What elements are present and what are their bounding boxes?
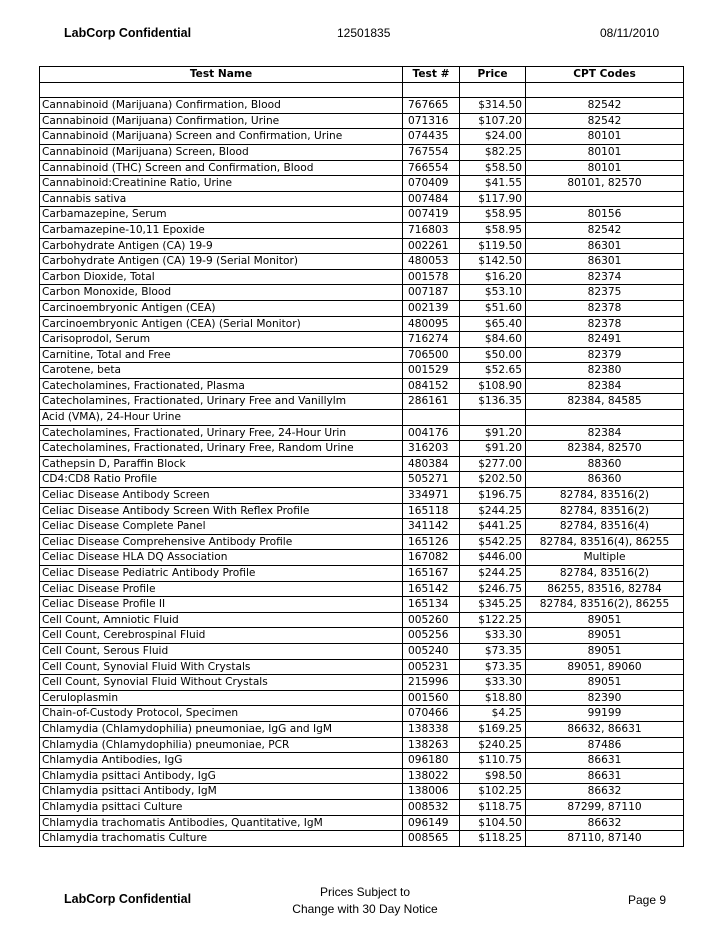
- table-row: [40, 597, 684, 613]
- test-name-cell: Chlamydia trachomatis Antibodies, Quantitative, IgM: [40, 815, 403, 831]
- table-row: [40, 394, 684, 410]
- table-row: [40, 768, 684, 784]
- column-header-test-name: Test Name: [40, 67, 403, 83]
- test-name-cell: Cannabinoid (THC) Screen and Confirmation, Blood: [40, 160, 403, 176]
- test-name-cell: Cell Count, Synovial Fluid With Crystals: [40, 659, 403, 675]
- price-cell: $202.50: [460, 472, 526, 488]
- cpt-codes-cell: 86632: [526, 815, 684, 831]
- test-name-cell: Chlamydia psittaci Antibody, IgG: [40, 768, 403, 784]
- cpt-codes-cell: 82378: [526, 316, 684, 332]
- cpt-codes-cell: 82784, 83516(2): [526, 488, 684, 504]
- cpt-codes-cell: 82384: [526, 378, 684, 394]
- test-number-cell: 767665: [403, 98, 460, 114]
- price-cell: $98.50: [460, 768, 526, 784]
- test-name-cell: Chain-of-Custody Protocol, Specimen: [40, 706, 403, 722]
- table-row: [40, 378, 684, 394]
- price-cell: $73.35: [460, 659, 526, 675]
- test-name-cell: Ceruloplasmin: [40, 690, 403, 706]
- test-number-cell: 070409: [403, 176, 460, 192]
- cpt-codes-cell: 80101, 82570: [526, 176, 684, 192]
- price-cell: $41.55: [460, 176, 526, 192]
- cpt-codes-cell: 86632, 86631: [526, 721, 684, 737]
- test-number-cell: 766554: [403, 160, 460, 176]
- column-header-price: Price: [460, 67, 526, 83]
- table-row: [40, 332, 684, 348]
- table-row: [40, 441, 684, 457]
- table-row: [40, 285, 684, 301]
- price-cell: $119.50: [460, 238, 526, 254]
- test-name-cell: Cannabinoid:Creatinine Ratio, Urine: [40, 176, 403, 192]
- test-number-cell: 005256: [403, 628, 460, 644]
- test-name-cell: Carbon Dioxide, Total: [40, 269, 403, 285]
- table-row: [40, 753, 684, 769]
- test-name-cell: [40, 82, 403, 98]
- footer-notice-line-1: Prices Subject to: [319, 885, 411, 899]
- test-name-cell: Carbamazepine, Serum: [40, 207, 403, 223]
- test-name-cell: Celiac Disease HLA DQ Association: [40, 550, 403, 566]
- table-row: [40, 347, 684, 363]
- header-account-number: 12501835: [337, 26, 391, 40]
- test-name-cell: Carbon Monoxide, Blood: [40, 285, 403, 301]
- test-number-cell: 167082: [403, 550, 460, 566]
- table-row: [40, 534, 684, 550]
- cpt-codes-cell: 89051: [526, 628, 684, 644]
- cpt-codes-cell: 80156: [526, 207, 684, 223]
- test-name-cell: Cell Count, Cerebrospinal Fluid: [40, 628, 403, 644]
- cpt-codes-cell: 82378: [526, 300, 684, 316]
- cpt-codes-cell: 88360: [526, 456, 684, 472]
- cpt-codes-cell: [526, 410, 684, 426]
- table-row: [40, 472, 684, 488]
- test-number-cell: 138006: [403, 784, 460, 800]
- test-name-cell: Carnitine, Total and Free: [40, 347, 403, 363]
- cpt-codes-cell: 80101: [526, 129, 684, 145]
- price-cell: $84.60: [460, 332, 526, 348]
- table-row: [40, 581, 684, 597]
- table-row: [40, 222, 684, 238]
- table-row: [40, 737, 684, 753]
- test-number-cell: 071316: [403, 113, 460, 129]
- test-number-cell: 165142: [403, 581, 460, 597]
- table-row: [40, 488, 684, 504]
- test-name-cell: Cell Count, Amniotic Fluid: [40, 612, 403, 628]
- table-row: [40, 160, 684, 176]
- test-name-cell: Catecholamines, Fractionated, Urinary Free and Vanillylm: [40, 394, 403, 410]
- price-cell: $53.10: [460, 285, 526, 301]
- test-number-cell: [403, 410, 460, 426]
- test-number-cell: 007419: [403, 207, 460, 223]
- price-cell: $240.25: [460, 737, 526, 753]
- test-number-cell: 007187: [403, 285, 460, 301]
- test-name-cell: Chlamydia psittaci Culture: [40, 799, 403, 815]
- test-name-cell: Carcinoembryonic Antigen (CEA) (Serial Monitor): [40, 316, 403, 332]
- price-cell: $58.50: [460, 160, 526, 176]
- price-cell: $196.75: [460, 488, 526, 504]
- test-number-cell: 004176: [403, 425, 460, 441]
- test-number-cell: 480053: [403, 254, 460, 270]
- test-name-cell: Celiac Disease Pediatric Antibody Profile: [40, 566, 403, 582]
- cpt-codes-cell: 82379: [526, 347, 684, 363]
- table-row: [40, 207, 684, 223]
- test-name-cell: Cathepsin D, Paraffin Block: [40, 456, 403, 472]
- table-row: [40, 363, 684, 379]
- cpt-codes-cell: 86301: [526, 238, 684, 254]
- test-name-cell: Carbamazepine-10,11 Epoxide: [40, 222, 403, 238]
- cpt-codes-cell: 82542: [526, 98, 684, 114]
- price-cell: $122.25: [460, 612, 526, 628]
- column-header-cpt-codes: CPT Codes: [526, 67, 684, 83]
- cpt-codes-cell: 82542: [526, 113, 684, 129]
- price-cell: $118.75: [460, 799, 526, 815]
- cpt-codes-cell: 86631: [526, 753, 684, 769]
- cpt-codes-cell: 82784, 83516(4): [526, 519, 684, 535]
- test-number-cell: 138338: [403, 721, 460, 737]
- test-number-cell: 716803: [403, 222, 460, 238]
- test-number-cell: 001529: [403, 363, 460, 379]
- test-number-cell: 008532: [403, 799, 460, 815]
- table-row: [40, 721, 684, 737]
- cpt-codes-cell: 82784, 83516(2): [526, 566, 684, 582]
- table-row: [40, 316, 684, 332]
- table-row: [40, 456, 684, 472]
- cpt-codes-cell: 82784, 83516(2), 86255: [526, 597, 684, 613]
- table-row: [40, 690, 684, 706]
- price-cell: $58.95: [460, 222, 526, 238]
- table-row: [40, 784, 684, 800]
- table-row: [40, 550, 684, 566]
- header-date: 08/11/2010: [600, 26, 660, 40]
- test-number-cell: 096180: [403, 753, 460, 769]
- cpt-codes-cell: 99199: [526, 706, 684, 722]
- test-number-cell: 165126: [403, 534, 460, 550]
- cpt-codes-cell: [526, 191, 684, 207]
- test-number-cell: 007484: [403, 191, 460, 207]
- price-cell: $169.25: [460, 721, 526, 737]
- price-cell: $91.20: [460, 441, 526, 457]
- cpt-codes-cell: 82542: [526, 222, 684, 238]
- test-name-cell: Carisoprodol, Serum: [40, 332, 403, 348]
- test-name-cell: Catecholamines, Fractionated, Plasma: [40, 378, 403, 394]
- footer-page-number: Page 9: [628, 893, 667, 907]
- footer-notice-line-2: Change with 30 Day Notice: [292, 902, 438, 916]
- price-cell: $345.25: [460, 597, 526, 613]
- table-row: [40, 643, 684, 659]
- test-name-cell: Carcinoembryonic Antigen (CEA): [40, 300, 403, 316]
- price-cell: $73.35: [460, 643, 526, 659]
- cpt-codes-cell: 89051: [526, 643, 684, 659]
- test-number-cell: 001560: [403, 690, 460, 706]
- test-name-cell: Celiac Disease Complete Panel: [40, 519, 403, 535]
- price-cell: $104.50: [460, 815, 526, 831]
- test-name-cell: Celiac Disease Antibody Screen With Reflex Profile: [40, 503, 403, 519]
- footer-price-notice: [270, 884, 460, 918]
- price-cell: $33.30: [460, 675, 526, 691]
- cpt-codes-cell: 82784, 83516(2): [526, 503, 684, 519]
- cpt-codes-cell: 87299, 87110: [526, 799, 684, 815]
- price-cell: $58.95: [460, 207, 526, 223]
- test-name-cell: Cell Count, Synovial Fluid Without Crystals: [40, 675, 403, 691]
- test-number-cell: 316203: [403, 441, 460, 457]
- cpt-codes-cell: 82384, 84585: [526, 394, 684, 410]
- price-cell: [460, 82, 526, 98]
- test-number-cell: 334971: [403, 488, 460, 504]
- test-number-cell: 002261: [403, 238, 460, 254]
- cpt-codes-cell: 86632: [526, 784, 684, 800]
- test-name-cell: Cell Count, Serous Fluid: [40, 643, 403, 659]
- test-number-cell: 165167: [403, 566, 460, 582]
- price-cell: $102.25: [460, 784, 526, 800]
- price-cell: $244.25: [460, 566, 526, 582]
- cpt-codes-cell: 87486: [526, 737, 684, 753]
- cpt-codes-cell: 82784, 83516(4), 86255: [526, 534, 684, 550]
- test-name-cell: Celiac Disease Profile II: [40, 597, 403, 613]
- table-row: [40, 675, 684, 691]
- column-header-test-number: Test #: [403, 67, 460, 83]
- test-name-cell: Catecholamines, Fractionated, Urinary Free, Random Urine: [40, 441, 403, 457]
- price-cell: $65.40: [460, 316, 526, 332]
- test-name-cell: Chlamydia psittaci Antibody, IgM: [40, 784, 403, 800]
- table-row: [40, 82, 684, 98]
- price-cell: $91.20: [460, 425, 526, 441]
- test-number-cell: 005240: [403, 643, 460, 659]
- test-number-cell: 165118: [403, 503, 460, 519]
- cpt-codes-cell: 82384, 82570: [526, 441, 684, 457]
- table-row: [40, 519, 684, 535]
- test-number-cell: 070466: [403, 706, 460, 722]
- test-name-cell: Catecholamines, Fractionated, Urinary Free, 24-Hour Urin: [40, 425, 403, 441]
- price-cell: $110.75: [460, 753, 526, 769]
- table-row: [40, 503, 684, 519]
- table-row: [40, 815, 684, 831]
- table-row: [40, 176, 684, 192]
- test-name-cell: Chlamydia trachomatis Culture: [40, 831, 403, 847]
- table-row: [40, 425, 684, 441]
- price-cell: $446.00: [460, 550, 526, 566]
- table-row: [40, 144, 684, 160]
- price-cell: $82.25: [460, 144, 526, 160]
- cpt-codes-cell: 87110, 87140: [526, 831, 684, 847]
- price-cell: $107.20: [460, 113, 526, 129]
- table-row: [40, 254, 684, 270]
- table-row: [40, 191, 684, 207]
- cpt-codes-cell: 89051: [526, 612, 684, 628]
- test-number-cell: 505271: [403, 472, 460, 488]
- test-number-cell: 002139: [403, 300, 460, 316]
- table-row: [40, 269, 684, 285]
- cpt-codes-cell: Multiple: [526, 550, 684, 566]
- price-cell: $52.65: [460, 363, 526, 379]
- cpt-codes-cell: 89051, 89060: [526, 659, 684, 675]
- price-table: [39, 66, 684, 847]
- cpt-codes-cell: 82380: [526, 363, 684, 379]
- table-row: [40, 799, 684, 815]
- test-name-cell: Celiac Disease Antibody Screen: [40, 488, 403, 504]
- test-name-cell: Cannabinoid (Marijuana) Screen and Confirmation, Urine: [40, 129, 403, 145]
- price-cell: $18.80: [460, 690, 526, 706]
- price-cell: $51.60: [460, 300, 526, 316]
- cpt-codes-cell: 82384: [526, 425, 684, 441]
- cpt-codes-cell: 86301: [526, 254, 684, 270]
- price-cell: $108.90: [460, 378, 526, 394]
- table-row: [40, 706, 684, 722]
- test-number-cell: 096149: [403, 815, 460, 831]
- price-cell: $314.50: [460, 98, 526, 114]
- test-number-cell: 138263: [403, 737, 460, 753]
- price-cell: $118.25: [460, 831, 526, 847]
- price-cell: [460, 410, 526, 426]
- test-number-cell: 480384: [403, 456, 460, 472]
- price-cell: $50.00: [460, 347, 526, 363]
- footer-company: LabCorp Confidential: [64, 892, 192, 906]
- table-row: [40, 129, 684, 145]
- cpt-codes-cell: [526, 82, 684, 98]
- test-name-cell: Carbohydrate Antigen (CA) 19-9 (Serial Monitor): [40, 254, 403, 270]
- test-name-cell: Chlamydia (Chlamydophilia) pneumoniae, IgG and IgM: [40, 721, 403, 737]
- test-number-cell: 165134: [403, 597, 460, 613]
- test-number-cell: 286161: [403, 394, 460, 410]
- table-row: [40, 628, 684, 644]
- test-number-cell: 138022: [403, 768, 460, 784]
- test-number-cell: 084152: [403, 378, 460, 394]
- test-name-cell: Cannabinoid (Marijuana) Confirmation, Urine: [40, 113, 403, 129]
- price-cell: $16.20: [460, 269, 526, 285]
- test-name-cell: Celiac Disease Comprehensive Antibody Profile: [40, 534, 403, 550]
- table-row: [40, 831, 684, 847]
- test-number-cell: 074435: [403, 129, 460, 145]
- test-number-cell: [403, 82, 460, 98]
- cpt-codes-cell: 80101: [526, 144, 684, 160]
- table-row: [40, 566, 684, 582]
- cpt-codes-cell: 82390: [526, 690, 684, 706]
- test-name-cell: Carbohydrate Antigen (CA) 19-9: [40, 238, 403, 254]
- test-name-cell: Cannabinoid (Marijuana) Screen, Blood: [40, 144, 403, 160]
- price-cell: $117.90: [460, 191, 526, 207]
- price-cell: $244.25: [460, 503, 526, 519]
- price-cell: $142.50: [460, 254, 526, 270]
- price-cell: $246.75: [460, 581, 526, 597]
- price-cell: $277.00: [460, 456, 526, 472]
- cpt-codes-cell: 86255, 83516, 82784: [526, 581, 684, 597]
- table-row: [40, 410, 684, 426]
- price-cell: $542.25: [460, 534, 526, 550]
- table-header-row: [40, 67, 684, 83]
- test-number-cell: 001578: [403, 269, 460, 285]
- table-row: [40, 612, 684, 628]
- test-name-cell: Carotene, beta: [40, 363, 403, 379]
- cpt-codes-cell: 82491: [526, 332, 684, 348]
- cpt-codes-cell: 86631: [526, 768, 684, 784]
- test-number-cell: 005231: [403, 659, 460, 675]
- price-cell: $441.25: [460, 519, 526, 535]
- table-row: [40, 659, 684, 675]
- table-row: [40, 98, 684, 114]
- price-cell: $136.35: [460, 394, 526, 410]
- cpt-codes-cell: 80101: [526, 160, 684, 176]
- test-name-cell: Cannabinoid (Marijuana) Confirmation, Blood: [40, 98, 403, 114]
- test-number-cell: 716274: [403, 332, 460, 348]
- test-name-cell: CD4:CD8 Ratio Profile: [40, 472, 403, 488]
- test-name-cell: Chlamydia Antibodies, IgG: [40, 753, 403, 769]
- test-number-cell: 005260: [403, 612, 460, 628]
- header-company: LabCorp Confidential: [64, 26, 192, 40]
- price-cell: $24.00: [460, 129, 526, 145]
- test-number-cell: 706500: [403, 347, 460, 363]
- test-number-cell: 767554: [403, 144, 460, 160]
- cpt-codes-cell: 89051: [526, 675, 684, 691]
- test-name-cell: Acid (VMA), 24-Hour Urine: [40, 410, 403, 426]
- table-row: [40, 238, 684, 254]
- test-name-cell: Cannabis sativa: [40, 191, 403, 207]
- test-name-cell: Chlamydia (Chlamydophilia) pneumoniae, PCR: [40, 737, 403, 753]
- test-number-cell: 480095: [403, 316, 460, 332]
- test-number-cell: 008565: [403, 831, 460, 847]
- cpt-codes-cell: 82375: [526, 285, 684, 301]
- test-number-cell: 215996: [403, 675, 460, 691]
- test-number-cell: 341142: [403, 519, 460, 535]
- test-name-cell: Celiac Disease Profile: [40, 581, 403, 597]
- cpt-codes-cell: 86360: [526, 472, 684, 488]
- cpt-codes-cell: 82374: [526, 269, 684, 285]
- price-cell: $33.30: [460, 628, 526, 644]
- table-row: [40, 300, 684, 316]
- price-cell: $4.25: [460, 706, 526, 722]
- table-row: [40, 113, 684, 129]
